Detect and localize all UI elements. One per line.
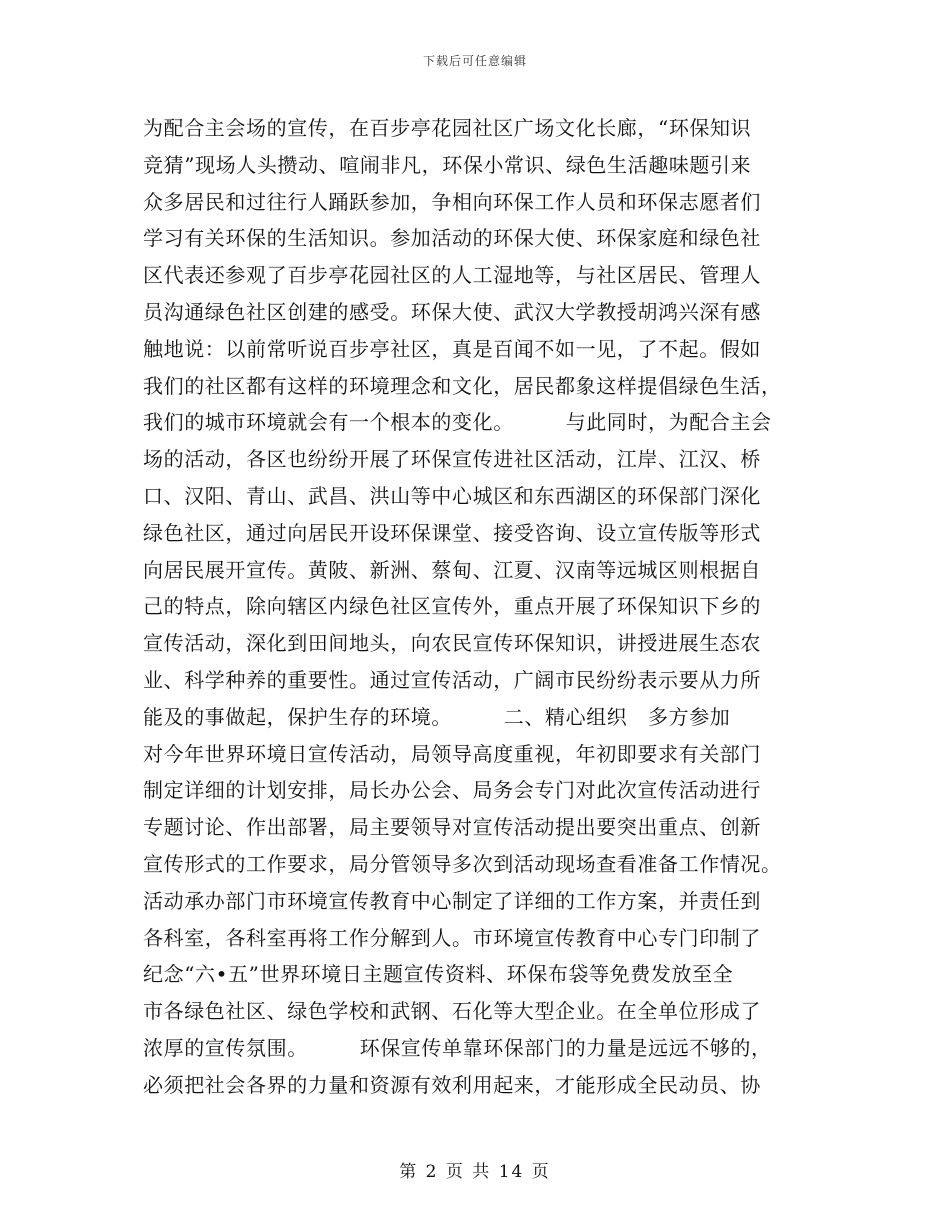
text-line: 专题讨论、作出部署，局主要领导对宣传活动提出要突出重点、创新 [143, 815, 761, 840]
text-line: 业、科学种养的重要性。通过宣传活动，广阔市民纷纷表示要从力所 [143, 667, 761, 692]
text-line: 向居民展开宣传。黄陂、新洲、蔡甸、江夏、汉南等远城区则根据自 [143, 557, 761, 582]
text-line: 众多居民和过往行人踊跃参加，争相向环保工作人员和环保志愿者们 [143, 189, 761, 214]
text-line: 制定详细的计划安排，局长办公会、局务会专门对此次宣传活动进行 [143, 778, 761, 803]
text-line: 为配合主会场的宣传，在百步亭花园社区广场文化长廊，“环保知识 [143, 116, 752, 140]
text-line: 我们的城市环境就会有一个根本的变化。 与此同时，为配合主会 [143, 410, 772, 435]
page-header: 下载后可任意编辑 [422, 54, 527, 68]
text-line: 触地说：以前常听说百步亭社区，真是百闻不如一见，了不起。假如 [143, 336, 761, 361]
text-line: 必须把社会各界的力量和资源有效利用起来，才能形成全民动员、协 [143, 1072, 761, 1097]
text-line: 浓厚的宣传氛围。 环保宣传单靠环保部门的力量是远远不够的， [143, 1035, 772, 1060]
text-line: 学习有关环保的生活知识。参加活动的环保大使、环保家庭和绿色社 [143, 226, 761, 251]
text-line: 场的活动，各区也纷纷开展了环保宣传进社区活动，江岸、江汉、桥 [143, 447, 761, 472]
text-line: 宣传形式的工作要求，局分管领导多次到活动现场查看准备工作情况。 [143, 851, 782, 876]
text-line: 区代表还参观了百步亭花园社区的人工湿地等，与社区居民、管理人 [143, 263, 761, 288]
text-line: 各科室，各科室再将工作分解到人。市环境宣传教育中心专门印制了 [143, 925, 761, 950]
body-text [143, 110, 823, 1104]
text-line: 对今年世界环境日宣传活动，局领导高度重视，年初即要求有关部门 [143, 741, 761, 766]
text-line: 口、汉阳、青山、武昌、洪山等中心城区和东西湖区的环保部门深化 [143, 483, 761, 508]
text-line: 我们的社区都有这样的环境理念和文化，居民都象这样提倡绿色生活， [143, 373, 782, 398]
text-line: 竞猜”现场人头攒动、喧闹非凡，环保小常识、绿色生活趣味题引来 [143, 152, 752, 177]
text-line: 活动承办部门市环境宣传教育中心制定了详细的工作方案，并责任到 [143, 888, 761, 913]
text-line: 己的特点，除向辖区内绿色社区宣传外，重点开展了环保知识下乡的 [143, 594, 761, 619]
page-number: 第 2 页 共 14 页 [399, 1162, 551, 1182]
text-line: 绿色社区，通过向居民开设环保课堂、接受咨询、设立宣传版等形式 [143, 520, 761, 545]
text-line: 员沟通绿色社区创建的感受。环保大使、武汉大学教授胡鸿兴深有感 [143, 299, 761, 324]
text-line: 纪念“六•五”世界环境日主题宣传资料、环保布袋等免费发放至全 [143, 962, 734, 987]
text-line: 能及的事做起，保护生存的环境。 二、精心组织 多方参加 [143, 704, 731, 729]
text-line: 宣传活动，深化到田间地头，向农民宣传环保知识，讲授进展生态农 [143, 631, 761, 656]
text-line: 市各绿色社区、绿色学校和武钢、石化等大型企业。在全单位形成了 [143, 999, 761, 1024]
